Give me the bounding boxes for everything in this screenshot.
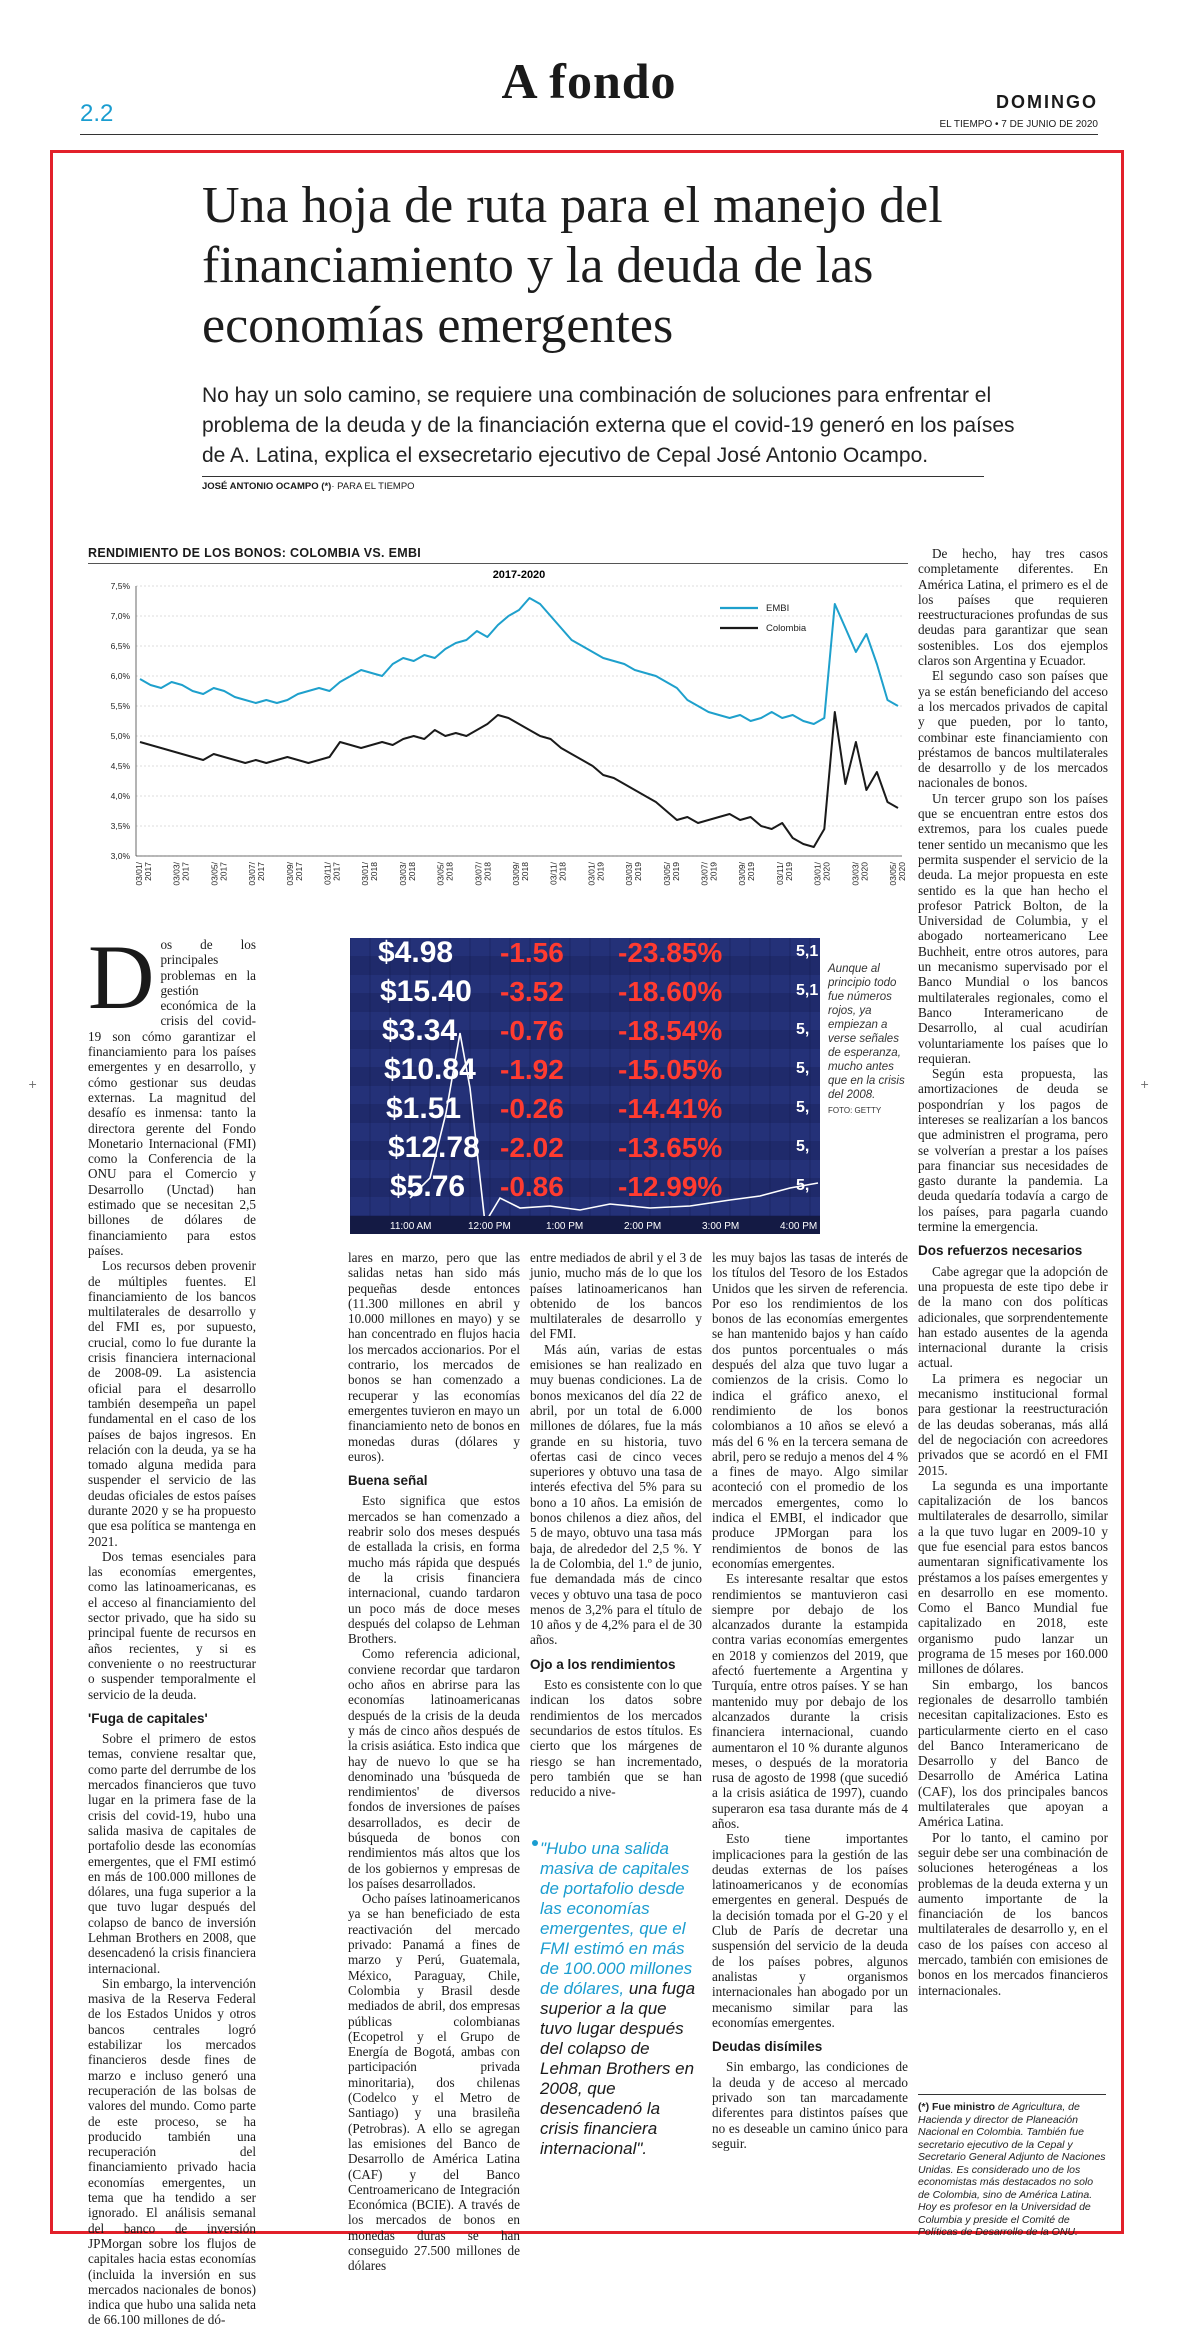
paragraph: Ocho países latinoamericanos ya se han beneficiado de esta reactivación del mercado privado: Panamá a fines de marzo y Perú, Guatemala, México, Paraguay, Chile, Colombia y Brasil desde mediados de abril, dos empresas públicas colombianas (Ecopetrol y el Grupo de Energía de Bogotá, ambas con participación privada minoritaria), dos chilenas (Codelco y el Metro de Santiago) y una brasileña (Petrobras). A ello se agregan las emisiones del Banco de Desarrollo de América Latina (CAF) y del Banco Centroamericano de Integración Económica (BCIE). A través de los mercados de bonos en monedas duras se han conseguido 27.500 millones de dólares — [348, 1891, 520, 2274]
board-percent: -23.85% — [618, 938, 723, 968]
paragraph: os de los principales problemas en la gestión económica de la crisis del covid-19 son cómo garantizar el financiamiento para los países emergentes y en desarrollo, y cómo gestionar sus deudas externas. La magnitud del desafío es inmensa: tanto la directora gerente del Fondo Monetario Internacional (FMI) como la Conferencia de la ONU para el Comercio y Desarrollo (Unctad) han estimado que se necesitan 2,5 billones de dólares de financiamiento para estos países. — [88, 937, 256, 1258]
bond-yield-chart — [84, 566, 908, 926]
x-tick-label: 03/05/2018 — [435, 862, 455, 886]
board-price: $10.84 — [384, 1053, 476, 1086]
chart-title-rule — [88, 563, 908, 564]
headline: Una hoja de ruta para el manejo del financiamiento y la deuda de las economías emergentes — [202, 177, 943, 354]
board-price: $5.76 — [390, 1170, 466, 1203]
section-title: A fondo — [501, 53, 677, 109]
drop-cap: D — [88, 926, 155, 1028]
paragraph: Dos temas esenciales para las economías emergentes, como las latinoamericanas, es el acceso al financiamiento del sector privado, que ha sido su principal fuente de recursos en años recientes, y si es conveniente o no reestructurar o suspender temporalmente el servicio de la deuda. — [88, 1548, 256, 1702]
x-tick-label: 03/09/2017 — [284, 862, 304, 886]
y-tick-label: 3,0% — [110, 851, 130, 861]
byline-role: · PARA EL TIEMPO — [331, 481, 415, 492]
paragraph: Esto es consistente con lo que indican los datos sobre rendimientos de los mercados secundarios de estos títulos. Es cierto que los márgenes de riesgo se han incrementado, pero también que se han reducido a nive- — [530, 1677, 702, 1800]
y-tick-label: 7,0% — [110, 611, 130, 621]
pullquote-highlight: "Hubo una salida masiva de capitales de portafolio desde las economías emergentes, que el FMI estimó en más de 100.000 millones de dólares, — [540, 1839, 693, 1998]
subhead-buena: Buena señal — [348, 1473, 428, 1489]
y-tick-label: 4,0% — [110, 791, 130, 801]
y-tick-label: 3,5% — [110, 821, 130, 831]
paragraph: Es interesante resaltar que estos rendimientos se mantuvieron casi siempre por debajo de los alcanzados durante la estampida contra varias economías emergentes en 2018 y comienzos del 2019, que afectó fuertemente a Argentina y Turquía, entre otros países. Y se han mantenido muy por debajo de los alcanzados durante la crisis financiera internacional, cuando aumentaron el 10 % durante algunos meses, o después de la moratoria rusa de agosto de 1998 (que sucedió a la crisis asiática de 1997), cuando superaron esa tasa durante más de 4 años. — [712, 1571, 908, 1831]
dateline: EL TIEMPO • 7 DE JUNIO DE 2020 — [939, 119, 1098, 130]
series-line-embi — [140, 598, 898, 724]
paragraph: entre mediados de abril y el 3 de junio, mucho más de lo que los países latinoamericanos han obtenido de los bancos multilaterales de desarrollo y del FMI. — [530, 1250, 702, 1342]
author-bio — [918, 2094, 1106, 2239]
paragraph: De hecho, hay tres casos completamente diferentes. En América Latina, el primero es el de los países que requieren reestructuraciones profundas de sus deudas para garantizar que sean sostenibles. Los dos ejemplos claros son Argentina y Ecuador. — [918, 546, 1108, 669]
caption-text: Aunque al principio todo fue números rojos, ya empiezan a verse señales de esperanza, mucho antes que en la crisis del 2008. — [828, 963, 905, 1101]
board-change: -0.26 — [500, 1093, 564, 1124]
x-tick-label: 03/05/2019 — [661, 862, 681, 886]
paragraph: Los recursos deben provenir de múltiples fuentes. El financiamiento de los bancos multilaterales de desarrollo y del FMI es, por supuesto, crucial, como lo fue durante la crisis financiera internacional de 2008-09. La asistencia oficial para el desarrollo también desempeña un papel fundamental en el caso de los países de bajos ingresos. En relación con la deuda, ya se ha tomado alguna medida para suspender el servicio de las deudas oficiales de estos países durante 2020 y se ha propuesto que esa política se mantenga en 2021. — [88, 1258, 256, 1549]
paragraph: Por lo tanto, el camino por seguir debe ser una combinación de soluciones heterogéneas a los problemas de la deuda externa y un aumento importante de la financiación de los bancos multilaterales de desarrollo y, en el caso de los países con acceso al mercado, también con emisiones de bonos en los mercados financieros internacionales. — [918, 1829, 1108, 1998]
x-tick-label: 03/03/2019 — [624, 862, 644, 886]
y-tick-label: 5,5% — [110, 701, 130, 711]
column-4 — [712, 1250, 908, 2151]
x-tick-label: 03/11/2017 — [322, 862, 342, 886]
x-tick-label: 03/09/2019 — [737, 862, 757, 886]
board-right-value: 5, — [796, 1138, 810, 1155]
board-change: -1.92 — [500, 1054, 564, 1085]
board-time-label: 11:00 AM — [390, 1221, 432, 1232]
pullquote-marker — [532, 1840, 538, 1846]
byline — [202, 481, 415, 492]
board-change: -0.86 — [500, 1171, 564, 1202]
x-tick-label: 03/09/2018 — [511, 862, 530, 886]
registration-mark-right: + — [1140, 1078, 1150, 1091]
paragraph: La primera es negociar un mecanismo institucional formal para gestionar la reestructuración de las deudas soberanas, más allá del de negociación con acreedores privados que se acordó en el FMI 2015. — [918, 1370, 1108, 1478]
board-right-value: 5,1 — [796, 982, 819, 999]
x-tick-label: 03/11/2019 — [774, 862, 794, 886]
board-price: $4.98 — [378, 938, 454, 969]
paragraph: El segundo caso son países que ya se están beneficiando del acceso a los mercados privados de capital y que pueden, por lo tanto, combinar este financiamiento con préstamos de bancos multilaterales de desarrollo y de los mercados nacionales de bonos. — [918, 668, 1108, 791]
x-tick-label: 03/03/2018 — [397, 862, 417, 886]
board-right-value: 5, — [796, 1177, 810, 1194]
bio-text: de Agricultura, de Hacienda y director de Planeación Nacional en Colombia. También fue secretario ejecutivo de la Cepal y Secretario General Adjunto de Naciones Unidas. Es considerado uno de los economistas más destacados no solo de Colombia, sino de América Latina. Hoy es profesor en la Universidad de Columbia y preside el Comité de Políticas de Desarrollo de la ONU. — [918, 2101, 1106, 2238]
y-tick-label: 6,0% — [110, 671, 130, 681]
board-right-value: 5, — [796, 1021, 810, 1038]
chart-title: RENDIMIENTO DE LOS BONOS: COLOMBIA VS. EMBI — [88, 546, 422, 560]
x-tick-label: 03/07/2019 — [699, 862, 719, 886]
column-1 — [88, 926, 256, 2328]
board-price: $15.40 — [380, 975, 472, 1008]
board-percent: -12.99% — [618, 1171, 723, 1202]
board-time-label: 12:00 PM — [468, 1221, 511, 1232]
x-tick-label: 03/01/2019 — [586, 862, 606, 886]
board-price: $12.78 — [388, 1131, 480, 1164]
board-percent: -13.65% — [618, 1132, 723, 1163]
board-time-label: 3:00 PM — [702, 1221, 740, 1232]
subhead-deudas: Deudas disímiles — [712, 2039, 823, 2055]
x-tick-label: 03/11/2018 — [548, 862, 568, 886]
board-time-label: 4:00 PM — [780, 1221, 818, 1232]
paragraph: Como referencia adicional, conviene recordar que tardaron ocho años en abrirse para las economías latinoamericanas después de la crisis de la deuda y más de cinco años después de la crisis asiática. Esto indica que hay de nuevo lo que se ha denominado una 'búsqueda de rendimientos' de diversos fondos de inversiones de países desarrollados, es decir de búsqueda de bonos con rendimientos más altos que los de los gobiernos y empresas de los países desarrollados. — [348, 1646, 520, 1891]
photo-caption — [828, 962, 906, 1118]
x-tick-label: 03/01/2017 — [134, 862, 153, 886]
x-tick-label: 03/07/2017 — [247, 862, 267, 886]
paragraph: Sin embargo, los bancos regionales de desarrollo también necesitan capitalizaciones. Esto es particularmente cierto en el caso del Banco Interamericano de Desarrollo y del Banco de Desarrollo de América Latina (CAF), los dos principales bancos multilaterales que apoyan a América Latina. — [918, 1676, 1108, 1830]
board-change: -3.52 — [500, 976, 564, 1007]
board-percent: -14.41% — [618, 1093, 723, 1124]
subhead-fuga: 'Fuga de capitales' — [88, 1710, 208, 1726]
subhead-dos: Dos refuerzos necesarios — [918, 1243, 1083, 1259]
paragraph: Esto significa que estos mercados se han comenzado a reabrir solo dos meses después de estallada la crisis, en forma mucho más rápida que después de la crisis financiera internacional, cuando tardaron un poco más de doce meses después del colapso de Lehman Brothers. — [348, 1493, 520, 1647]
dek: No hay un solo camino, se requiere una combinación de soluciones para enfrentar el problema de la deuda y de la financiación externa que el covid-19 generó en los países de A. Latina, explica el exsecretario ejecutivo de Cepal José Antonio Ocampo. — [202, 384, 1015, 467]
photo-credit: FOTO: GETTY — [828, 1106, 882, 1115]
paragraph: lares en marzo, pero que las salidas netas han sido más pequeñas desde entonces (11.300 millones en abril y 10.000 millones en mayo) y se han concentrado en flujos hacia los mercados accionarios. Por el contrario, los mercados de bonos se han comenzado a recuperar y las economías emergentes tuvieron en mayo un financiamiento neto de bonos en monedas duras (dólares y euros). — [348, 1250, 520, 1464]
paragraph: Sin embargo, las condiciones de la deuda y de acceso al mercado privado son tan marcadamente diferentes para distintos países que no es deseable un camino único para seguir. — [712, 2059, 908, 2151]
column-5 — [918, 546, 1108, 1998]
header-rule — [80, 134, 1098, 135]
page-number: 2.2 — [80, 100, 114, 127]
column-2 — [348, 1250, 520, 2274]
y-tick-label: 4,5% — [110, 761, 130, 771]
column-3 — [530, 1250, 702, 1799]
pullquote-rest: una fuga superior a la que tuvo lugar después del colapso de Lehman Brothers en 2008, que desencadenó la crisis financiera internacional". — [540, 1979, 696, 2158]
board-right-value: 5, — [796, 1060, 810, 1077]
subhead-ojo: Ojo a los rendimientos — [530, 1656, 676, 1672]
board-price: $1.51 — [386, 1092, 462, 1125]
paragraph: les muy bajos las tasas de interés de los títulos del Tesoro de los Estados Unidos que les sirven de referencia. Por eso los rendimientos de los bonos de las economías emergentes se han mantenido bajos y han caído dos puntos porcentuales o más después del alza que tuvo lugar a comienzos de la crisis. Como lo indica el gráfico anexo, el rendimiento de los bonos colombianos a 10 años se elevó a más del 6 % en la tercera semana de abril, pero se redujo a menos del 4 % a fines de mayo. Algo similar aconteció con el promedio de los mercados emergentes, como lo indica el EMBI, el indicador que produce JPMorgan para los rendimientos de bonos de las economías emergentes. — [712, 1250, 908, 1571]
paragraph: Esto tiene importantes implicaciones para la gestión de las deudas externas de los países latinoamericanos y de economías emergentes en general. Después de la decisión tomada por el G-20 y el Club de París de decretar una suspensión del servicio de la deuda de los países pobres, algunos analistas y organismos internacionales han abogado por un mecanismo similar para las economías emergentes. — [712, 1831, 908, 2030]
paragraph: Sin embargo, la intervención masiva de la Reserva Federal de los Estados Unidos y otros bancos centrales logró estabilizar los mercados financieros desde fines de marzo e incluso generó una recuperación de las bolsas de valores del mundo. Como parte de este proceso, se ha producido también una recuperación del financiamiento privado hacia economías emergentes, un tema que ha tendido a ser ignorado. El análisis semanal del banco de inversión JPMorgan sobre los flujos de capitales hacia estas economías (incluida la inversión en sus mercados nacionales de bonos) indica que hubo una salida neta de 66.100 millones de dó- — [88, 1975, 256, 2328]
series-line-colombia — [140, 712, 898, 847]
paragraph: Sobre el primero de estos temas, conviene resaltar que, como parte del derrumbe de los mercados financieros que tuvo lugar en la primera fase de la crisis del covid-19, hubo una salida masiva de capitales de portafolio desde las economías emergentes, que el FMI estimó en más de 100.000 millones de dólares, una fuga superior a la que tuvo lugar después del colapso de banco de inversión Lehman Brothers en 2008, que desencadenó la crisis financiera internacional. — [88, 1731, 256, 1976]
legend-label-embi: EMBI — [766, 603, 790, 614]
byline-author: JOSÉ ANTONIO OCAMPO (*) — [202, 481, 332, 492]
board-change: -0.76 — [500, 1015, 564, 1046]
y-tick-label: 5,0% — [110, 731, 130, 741]
x-tick-label: 03/03/2017 — [171, 862, 191, 886]
paragraph: Un tercer grupo son los países que se encuentran entre estos dos extremos, para los cuales puede tener sentido un mecanismo que les permita suspender el servicio de la deuda. La mejor propuesta en este sentido es la que han hecho el profesor Patrick Bolton, de la Universidad de Columbia, y el abogado norteamericano Lee Buchheit, entre otros autores, para un mecanismo supervisado por el Banco Mundial o los bancos multilaterales regionales, como el Banco Interamericano de Desarrollo, al cual acudirían voluntariamente los países que lo requieran. — [918, 790, 1108, 1066]
board-time-label: 2:00 PM — [624, 1221, 662, 1232]
board-right-value: 5,1 — [796, 943, 819, 960]
legend-label-colombia: Colombia — [766, 623, 807, 634]
y-tick-label: 7,5% — [110, 581, 130, 591]
board-percent: -18.54% — [618, 1015, 723, 1046]
x-tick-label: 03/01/2018 — [360, 862, 380, 886]
paragraph: La segunda es una importante capitalización de los bancos multilaterales de desarrollo, similar a la que tuvo lugar en 2009-10 y que fue esencial para estos bancos aumentaran significativamente los préstamos a los países emergentes y en desarrollo en ese momento. Como el Banco Mundial fue capitalizado en 2018, este organismo pudo lanzar un programa de 15 meses por 160.000 millones de dólares. — [918, 1477, 1108, 1677]
x-tick-label: 03/03/2020 — [850, 862, 870, 886]
stock-board-photo — [350, 938, 820, 1234]
registration-mark-left: + — [28, 1078, 38, 1091]
paragraph: Más aún, varias de estas emisiones se han realizado en muy buenas condiciones. La de bonos mexicanos del día 22 de abril, por un total de 6.000 millones de dólares, fue la más grande en su historia, tuvo ofertas casi de cinco veces superiores y obtuvo una tasa de interés efectiva del 5% para su bono a 10 años. La emisión de bonos chilenos a diez años, del 5 de mayo, obtuvo una tasa más baja, de alrededor del 2,5 %. Y la de Colombia, del 1.º de junio, fue demandada más de cinco veces y obtuvo una tasa de poco menos de 3,2% para el título de 10 años y de 4,2% para el de 30 años. — [530, 1341, 702, 1648]
board-percent: -15.05% — [618, 1054, 723, 1085]
board-percent: -18.60% — [618, 976, 723, 1007]
stock-board-image — [350, 938, 820, 1234]
board-change: -1.56 — [500, 938, 564, 968]
y-tick-label: 6,5% — [110, 641, 130, 651]
x-tick-label: 03/01/2020 — [812, 862, 832, 886]
pullquote — [540, 1839, 702, 2159]
x-tick-label: 03/07/2018 — [473, 862, 493, 886]
chart-subtitle: 2017-2020 — [492, 569, 546, 581]
board-right-value: 5, — [796, 1099, 810, 1116]
paragraph: Según esta propuesta, las amortizaciones de deuda se pospondrían y los pagos de intereses se realizarían a los bancos que administren el programa, pero se volverían a prestar a los países para financiar sus necesidades de gasto durante la pandemia. La deuda quedaría todavía a cargo de los países, para pagarla cuando termine la emergencia. — [918, 1066, 1108, 1235]
x-tick-label: 03/05/2017 — [209, 862, 229, 886]
bio-lead: (*) Fue ministro — [918, 2101, 996, 2113]
edition-day: DOMINGO — [996, 92, 1098, 112]
board-time-label: 1:00 PM — [546, 1221, 584, 1232]
board-price: $3.34 — [382, 1014, 458, 1047]
x-tick-label: 03/05/2020 — [888, 862, 907, 886]
board-change: -2.02 — [500, 1132, 564, 1163]
byline-rule — [202, 476, 984, 477]
paragraph: Cabe agregar que la adopción de una propuesta de este tipo debe ir de la mano con dos políticas adicionales, que sorprendentemente han estado ausentes de la agenda internacional durante la crisis actual. — [918, 1263, 1108, 1371]
